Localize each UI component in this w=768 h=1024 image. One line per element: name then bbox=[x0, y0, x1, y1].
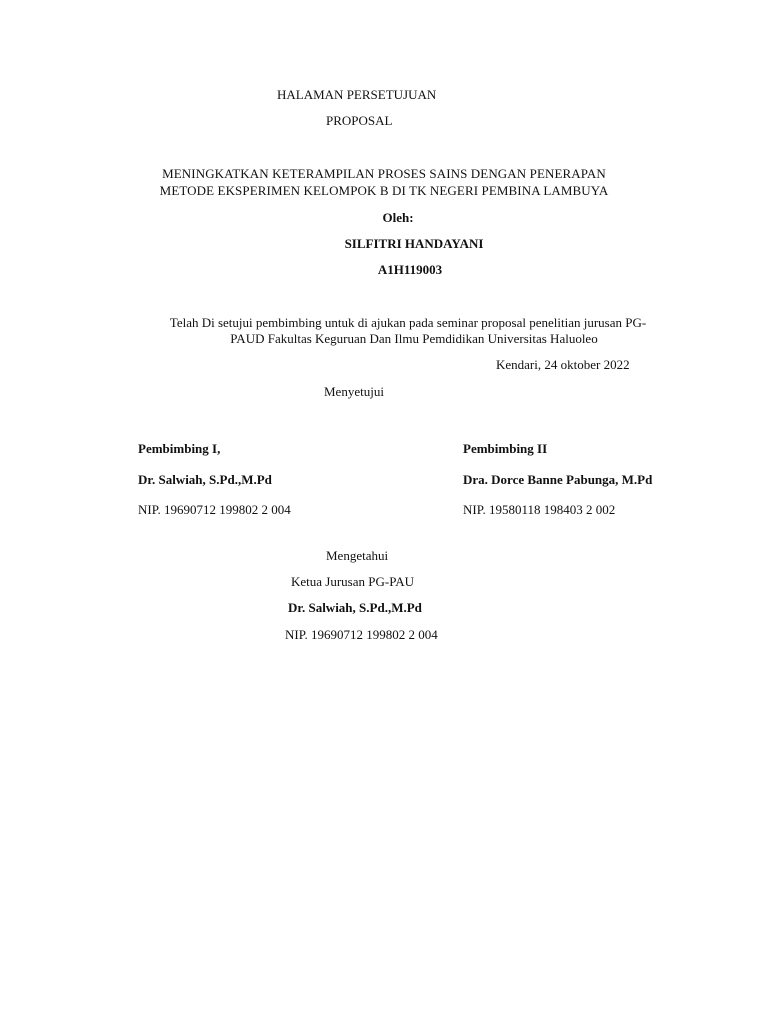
student-id: A1H119003 bbox=[377, 262, 443, 277]
supervisor-2-role: Pembimbing II bbox=[463, 441, 548, 456]
department-head-nip: NIP. 19690712 199802 2 004 bbox=[285, 627, 438, 642]
document-type: PROPOSAL bbox=[326, 113, 393, 128]
supervisor-1-role: Pembimbing I, bbox=[138, 441, 221, 456]
author-by-label: Oleh: bbox=[382, 210, 414, 225]
place-date: Kendari, 24 oktober 2022 bbox=[496, 357, 630, 372]
supervisor-2-nip: NIP. 19580118 198403 2 002 bbox=[463, 502, 616, 517]
approved-by-label: Menyetujui bbox=[324, 384, 384, 399]
proposal-title-line-1: MENINGKATKAN KETERAMPILAN PROSES SAINS DENGAN PENERAPAN bbox=[162, 166, 606, 181]
department-head-position: Ketua Jurusan PG-PAU bbox=[291, 574, 415, 589]
supervisor-2-name: Dra. Dorce Banne Pabunga, M.Pd bbox=[463, 472, 653, 487]
acknowledgement-label: Mengetahui bbox=[326, 548, 389, 563]
supervisor-1-nip: NIP. 19690712 199802 2 004 bbox=[138, 502, 291, 517]
author-name: SILFITRI HANDAYANI bbox=[344, 236, 484, 251]
approval-statement-line-1: Telah Di setujui pembimbing untuk di ajukan pada seminar proposal penelitian jurusan PG- bbox=[169, 315, 647, 330]
approval-statement-line-2: PAUD Fakultas Keguruan Dan Ilmu Pemdidikan Universitas Haluoleo bbox=[230, 331, 598, 346]
department-head-name: Dr. Salwiah, S.Pd.,M.Pd bbox=[288, 600, 422, 615]
supervisor-1-name: Dr. Salwiah, S.Pd.,M.Pd bbox=[138, 472, 272, 487]
approval-page-title: HALAMAN PERSETUJUAN bbox=[277, 87, 437, 102]
proposal-title-line-2: METODE EKSPERIMEN KELOMPOK B DI TK NEGERI PEMBINA LAMBUYA bbox=[159, 183, 609, 198]
